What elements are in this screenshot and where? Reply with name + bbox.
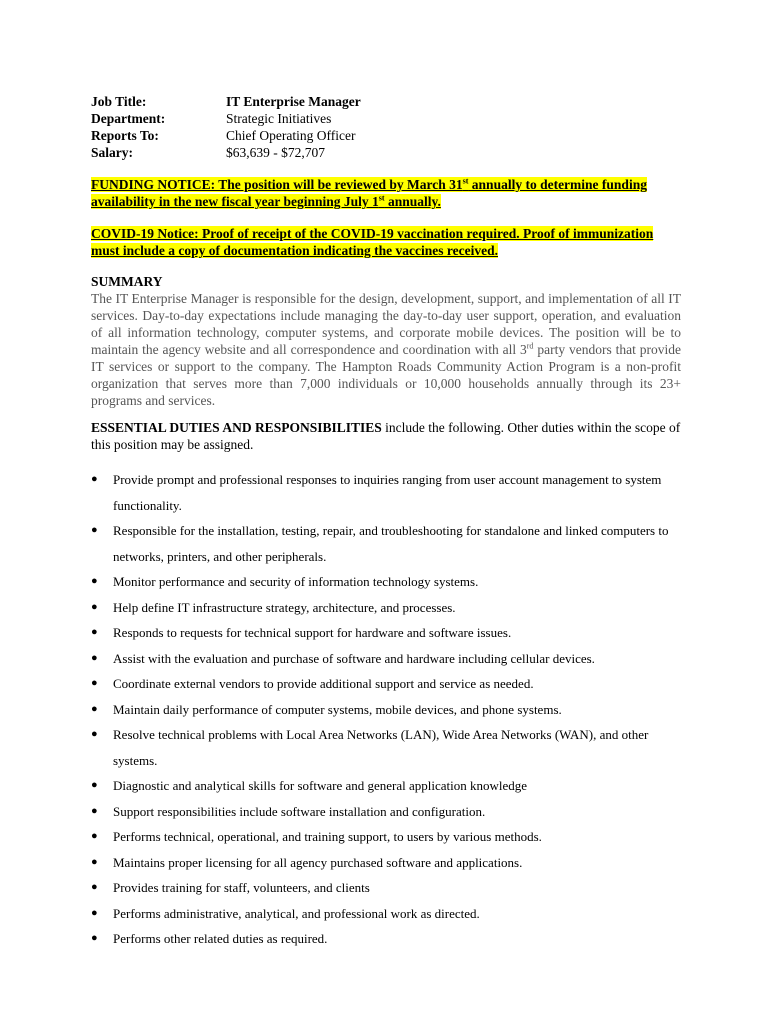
list-item bbox=[91, 926, 681, 952]
duty-text: Performs technical, operational, and training support, to users by various methods. bbox=[113, 829, 542, 844]
duty-text: Resolve technical problems with Local Area Networks (LAN), Wide Area Networks (WAN), and other systems. bbox=[113, 727, 649, 768]
duty-text: Support responsibilities include software installation and configuration. bbox=[113, 803, 486, 819]
department-row bbox=[91, 110, 361, 127]
bullet-icon: ● bbox=[91, 932, 98, 944]
duty-text: Responsible for the installation, testing, repair, and troubleshooting for standalone and linked computers to networks, printers, and other peripherals. bbox=[113, 523, 669, 564]
list-item bbox=[91, 901, 681, 927]
duties-heading: ESSENTIAL DUTIES AND RESPONSIBILITIES bbox=[91, 420, 382, 435]
list-item bbox=[91, 518, 681, 569]
covid-notice bbox=[91, 225, 681, 259]
summary-body-sup: rd bbox=[526, 341, 534, 351]
list-item bbox=[91, 671, 681, 697]
bullet-icon: ● bbox=[91, 524, 98, 536]
summary-body bbox=[91, 290, 681, 409]
job-info-block bbox=[91, 93, 361, 161]
bullet-icon: ● bbox=[91, 906, 98, 919]
duty-text: Coordinate external vendors to provide additional support and service as needed. bbox=[113, 676, 534, 691]
duty-text: Maintain daily performance of computer systems, mobile devices, and phone systems. bbox=[113, 701, 562, 717]
summary-heading: SUMMARY bbox=[91, 274, 163, 289]
list-item bbox=[91, 595, 681, 621]
salary-row bbox=[91, 144, 361, 161]
list-item bbox=[91, 569, 681, 595]
bullet-icon: ● bbox=[91, 855, 98, 868]
duty-text: Diagnostic and analytical skills for software and general application knowledge bbox=[113, 778, 528, 793]
list-item bbox=[91, 824, 681, 850]
bullet-icon: ● bbox=[91, 728, 98, 740]
job-title-label: Job Title: bbox=[91, 94, 147, 109]
duties-intro bbox=[91, 419, 681, 453]
bullet-icon: ● bbox=[91, 804, 98, 817]
summary-section bbox=[91, 273, 681, 409]
bullet-icon: ● bbox=[91, 779, 98, 791]
duties-list bbox=[91, 467, 681, 952]
reports-to-row bbox=[91, 127, 361, 144]
duty-text: Performs administrative, analytical, and professional work as directed. bbox=[113, 905, 480, 921]
duty-text: Assist with the evaluation and purchase of software and hardware including cellular devices. bbox=[113, 650, 595, 666]
duty-text: Help define IT infrastructure strategy, architecture, and processes. bbox=[113, 599, 456, 615]
list-item bbox=[91, 773, 681, 799]
funding-notice-part2: annually to determine funding availability in the new fiscal year beginning July 1 bbox=[91, 177, 647, 209]
funding-notice-part1: FUNDING NOTICE: The position will be reviewed by March 31 bbox=[91, 177, 463, 192]
reports-to-label: Reports To: bbox=[91, 128, 159, 143]
duty-text: Provide prompt and professional responses to inquiries ranging from user account management to system functionality. bbox=[113, 472, 662, 513]
reports-to-value: Chief Operating Officer bbox=[226, 128, 356, 143]
bullet-icon: ● bbox=[91, 626, 98, 638]
salary-label: Salary: bbox=[91, 145, 133, 160]
summary-body-part2: party vendors that provide IT services or support to the company. The Hampton Roads Community Action Program is a non-profit organization that serves more than 7,000 individuals or 10,000 households annually through its 23+ programs and services. bbox=[91, 342, 681, 408]
list-item bbox=[91, 722, 681, 773]
department-value: Strategic Initiatives bbox=[226, 111, 332, 126]
duties-intro-text: include the following. Other duties within the scope of this position may be assigned. bbox=[91, 420, 681, 452]
bullet-icon: ● bbox=[91, 600, 98, 613]
list-item bbox=[91, 875, 681, 901]
funding-notice-sup1: st bbox=[462, 176, 469, 186]
bullet-icon: ● bbox=[91, 575, 98, 587]
list-item bbox=[91, 850, 681, 876]
duty-text: Provides training for staff, volunteers, and clients bbox=[113, 880, 370, 895]
funding-notice bbox=[91, 176, 681, 210]
bullet-icon: ● bbox=[91, 677, 98, 689]
list-item bbox=[91, 646, 681, 672]
duty-text: Maintains proper licensing for all agency purchased software and applications. bbox=[113, 854, 523, 870]
list-item bbox=[91, 799, 681, 825]
funding-notice-sup2: st bbox=[378, 193, 385, 203]
funding-notice-part3: annually. bbox=[384, 194, 441, 209]
bullet-icon: ● bbox=[91, 473, 98, 485]
bullet-icon: ● bbox=[91, 702, 98, 715]
job-title-value: IT Enterprise Manager bbox=[226, 94, 361, 109]
list-item bbox=[91, 620, 681, 646]
summary-body-part1: The IT Enterprise Manager is responsible for the design, development, support, and implementation of all IT services. Day-to-day expectations include managing the day-to-day user support, operation, and evaluation of all information technology, computer systems, and corporate mobile devices. The position will be to maintain the agency website and all correspondence and coordination with all 3 bbox=[91, 291, 681, 357]
duty-text: Responds to requests for technical support for hardware and software issues. bbox=[113, 625, 512, 640]
department-label: Department: bbox=[91, 111, 166, 126]
duty-text: Monitor performance and security of information technology systems. bbox=[113, 574, 479, 589]
salary-value: $63,639 - $72,707 bbox=[226, 145, 325, 160]
duty-text: Performs other related duties as required. bbox=[113, 931, 328, 946]
funding-notice-text bbox=[91, 177, 647, 209]
job-title-row bbox=[91, 93, 361, 110]
list-item bbox=[91, 697, 681, 723]
bullet-icon: ● bbox=[91, 881, 98, 893]
list-item bbox=[91, 467, 681, 518]
bullet-icon: ● bbox=[91, 651, 98, 664]
bullet-icon: ● bbox=[91, 830, 98, 842]
covid-notice-text: COVID-19 Notice: Proof of receipt of the COVID-19 vaccination required. Proof of immunization must include a copy of documentation indicating the vaccines received. bbox=[91, 226, 654, 258]
